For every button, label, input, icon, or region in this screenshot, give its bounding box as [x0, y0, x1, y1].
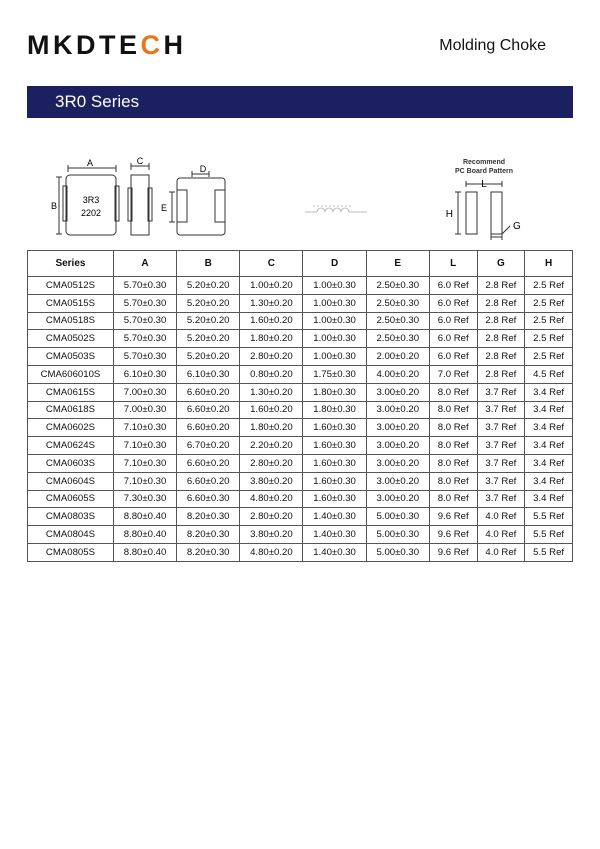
value-cell: 2.8 Ref [477, 294, 525, 312]
value-cell: 3.00±0.20 [366, 383, 429, 401]
value-cell: 4.5 Ref [525, 365, 573, 383]
table-row [28, 419, 573, 437]
table-row [28, 437, 573, 455]
value-cell: 6.60±0.20 [177, 454, 240, 472]
dim-b-label: B [50, 201, 57, 211]
dim-d-label: D [199, 164, 207, 174]
value-cell: 3.00±0.20 [366, 454, 429, 472]
value-cell: 5.20±0.20 [177, 294, 240, 312]
value-cell: 1.60±0.20 [240, 312, 303, 330]
table-row [28, 508, 573, 526]
value-cell: 6.0 Ref [429, 312, 477, 330]
table-header-row [28, 251, 573, 277]
value-cell: 2.80±0.20 [240, 348, 303, 366]
series-cell: CMA0615S [28, 383, 114, 401]
value-cell: 1.75±0.30 [303, 365, 366, 383]
value-cell: 5.5 Ref [525, 543, 573, 561]
value-cell: 2.5 Ref [525, 330, 573, 348]
series-cell: CMA0804S [28, 526, 114, 544]
table-row [28, 365, 573, 383]
value-cell: 4.0 Ref [477, 508, 525, 526]
value-cell: 3.00±0.20 [366, 419, 429, 437]
table-row [28, 312, 573, 330]
value-cell: 2.8 Ref [477, 330, 525, 348]
column-header: D [303, 251, 366, 277]
value-cell: 2.8 Ref [477, 277, 525, 295]
series-title: 3R0 Series [55, 92, 140, 111]
value-cell: 3.7 Ref [477, 401, 525, 419]
value-cell: 6.0 Ref [429, 294, 477, 312]
value-cell: 3.80±0.20 [240, 526, 303, 544]
pattern-title-line-2: PC Board Pattern [455, 168, 513, 175]
column-header: E [366, 251, 429, 277]
dim-c-label: C [136, 156, 144, 166]
value-cell: 7.10±0.30 [113, 437, 176, 455]
logo-text: MKDTECH [27, 30, 187, 60]
value-cell: 1.60±0.30 [303, 454, 366, 472]
value-cell: 6.0 Ref [429, 277, 477, 295]
dimension-drawing [27, 150, 573, 245]
value-cell: 8.20±0.30 [177, 543, 240, 561]
value-cell: 3.7 Ref [477, 419, 525, 437]
table-row [28, 543, 573, 561]
series-cell: CMA0805S [28, 543, 114, 561]
table-row [28, 401, 573, 419]
value-cell: 6.70±0.20 [177, 437, 240, 455]
document-title: Molding Choke [439, 37, 546, 54]
series-cell: CMA0624S [28, 437, 114, 455]
company-logo [27, 30, 187, 60]
value-cell: 3.4 Ref [525, 383, 573, 401]
dim-e-label: E [160, 203, 167, 213]
value-cell: 7.10±0.30 [113, 419, 176, 437]
value-cell: 2.50±0.30 [366, 294, 429, 312]
value-cell: 2.20±0.20 [240, 437, 303, 455]
value-cell: 1.40±0.30 [303, 526, 366, 544]
value-cell: 3.00±0.20 [366, 490, 429, 508]
value-cell: 2.50±0.30 [366, 277, 429, 295]
table-row [28, 277, 573, 295]
value-cell: 8.0 Ref [429, 437, 477, 455]
value-cell: 3.00±0.20 [366, 472, 429, 490]
value-cell: 7.0 Ref [429, 365, 477, 383]
inductor-symbol-icon [305, 206, 367, 212]
value-cell: 1.60±0.20 [240, 401, 303, 419]
value-cell: 8.80±0.40 [113, 526, 176, 544]
value-cell: 8.0 Ref [429, 472, 477, 490]
table-row [28, 490, 573, 508]
part-marking-line-2: 2202 [80, 208, 102, 218]
series-cell: CMA0803S [28, 508, 114, 526]
value-cell: 2.5 Ref [525, 277, 573, 295]
value-cell: 2.5 Ref [525, 348, 573, 366]
value-cell: 8.0 Ref [429, 419, 477, 437]
value-cell: 4.0 Ref [477, 526, 525, 544]
value-cell: 5.5 Ref [525, 526, 573, 544]
bottom-view [169, 171, 225, 235]
table-row [28, 454, 573, 472]
series-cell: CMA0605S [28, 490, 114, 508]
value-cell: 0.80±0.20 [240, 365, 303, 383]
value-cell: 8.0 Ref [429, 383, 477, 401]
value-cell: 6.60±0.30 [177, 490, 240, 508]
value-cell: 6.10±0.30 [113, 365, 176, 383]
value-cell: 2.8 Ref [477, 365, 525, 383]
series-cell: CMA0602S [28, 419, 114, 437]
column-header: L [429, 251, 477, 277]
value-cell: 1.00±0.30 [303, 348, 366, 366]
value-cell: 8.0 Ref [429, 490, 477, 508]
value-cell: 6.0 Ref [429, 348, 477, 366]
part-marking-line-1: 3R3 [82, 195, 100, 205]
value-cell: 3.7 Ref [477, 472, 525, 490]
value-cell: 5.5 Ref [525, 508, 573, 526]
logo-accent-letter: C [140, 30, 164, 60]
value-cell: 3.80±0.20 [240, 472, 303, 490]
value-cell: 7.00±0.30 [113, 383, 176, 401]
column-header: B [177, 251, 240, 277]
value-cell: 3.7 Ref [477, 437, 525, 455]
value-cell: 5.70±0.30 [113, 330, 176, 348]
pattern-title-line-1: Recommend [462, 159, 506, 166]
value-cell: 1.60±0.30 [303, 437, 366, 455]
value-cell: 6.10±0.30 [177, 365, 240, 383]
value-cell: 6.60±0.20 [177, 419, 240, 437]
value-cell: 3.4 Ref [525, 419, 573, 437]
value-cell: 5.70±0.30 [113, 312, 176, 330]
column-header: Series [28, 251, 114, 277]
value-cell: 2.80±0.20 [240, 454, 303, 472]
value-cell: 2.00±0.20 [366, 348, 429, 366]
value-cell: 3.4 Ref [525, 490, 573, 508]
value-cell: 8.0 Ref [429, 401, 477, 419]
series-cell: CMA0618S [28, 401, 114, 419]
value-cell: 1.00±0.20 [240, 277, 303, 295]
table-row [28, 383, 573, 401]
side-view [128, 163, 152, 235]
dim-l-label: L [481, 179, 487, 190]
specification-table [27, 250, 573, 562]
value-cell: 1.40±0.30 [303, 543, 366, 561]
value-cell: 3.7 Ref [477, 383, 525, 401]
value-cell: 2.8 Ref [477, 312, 525, 330]
value-cell: 5.20±0.20 [177, 348, 240, 366]
value-cell: 5.20±0.20 [177, 330, 240, 348]
table-row [28, 348, 573, 366]
value-cell: 2.80±0.20 [240, 508, 303, 526]
table-row [28, 526, 573, 544]
value-cell: 2.50±0.30 [366, 330, 429, 348]
value-cell: 4.0 Ref [477, 543, 525, 561]
value-cell: 6.60±0.20 [177, 401, 240, 419]
value-cell: 2.8 Ref [477, 348, 525, 366]
dimension-diagram [27, 150, 573, 245]
series-cell: CMA0603S [28, 454, 114, 472]
value-cell: 5.70±0.30 [113, 277, 176, 295]
value-cell: 9.6 Ref [429, 543, 477, 561]
series-cell: CMA0604S [28, 472, 114, 490]
value-cell: 8.0 Ref [429, 454, 477, 472]
value-cell: 1.80±0.20 [240, 419, 303, 437]
table-row [28, 294, 573, 312]
value-cell: 5.00±0.30 [366, 543, 429, 561]
value-cell: 3.4 Ref [525, 472, 573, 490]
series-cell: CMA0512S [28, 277, 114, 295]
table-row [28, 472, 573, 490]
table-body [28, 277, 573, 562]
value-cell: 9.6 Ref [429, 526, 477, 544]
value-cell: 6.0 Ref [429, 330, 477, 348]
value-cell: 1.30±0.20 [240, 383, 303, 401]
value-cell: 1.80±0.30 [303, 383, 366, 401]
value-cell: 5.00±0.30 [366, 508, 429, 526]
value-cell: 1.60±0.30 [303, 490, 366, 508]
value-cell: 5.20±0.20 [177, 312, 240, 330]
value-cell: 1.30±0.20 [240, 294, 303, 312]
series-cell: CMA606010S [28, 365, 114, 383]
value-cell: 4.80±0.20 [240, 543, 303, 561]
series-banner [27, 86, 573, 118]
value-cell: 3.00±0.20 [366, 437, 429, 455]
value-cell: 1.00±0.30 [303, 277, 366, 295]
value-cell: 4.80±0.20 [240, 490, 303, 508]
value-cell: 1.80±0.20 [240, 330, 303, 348]
series-cell: CMA0515S [28, 294, 114, 312]
value-cell: 7.30±0.30 [113, 490, 176, 508]
value-cell: 2.5 Ref [525, 294, 573, 312]
value-cell: 8.20±0.30 [177, 526, 240, 544]
dim-g-label: G [513, 221, 521, 232]
value-cell: 3.4 Ref [525, 401, 573, 419]
value-cell: 8.20±0.30 [177, 508, 240, 526]
table-row [28, 330, 573, 348]
column-header: H [525, 251, 573, 277]
dim-h-label: H [445, 209, 453, 220]
value-cell: 3.7 Ref [477, 454, 525, 472]
value-cell: 1.40±0.30 [303, 508, 366, 526]
value-cell: 3.4 Ref [525, 437, 573, 455]
value-cell: 1.60±0.30 [303, 472, 366, 490]
value-cell: 6.60±0.20 [177, 472, 240, 490]
value-cell: 5.70±0.30 [113, 294, 176, 312]
value-cell: 7.00±0.30 [113, 401, 176, 419]
value-cell: 5.20±0.20 [177, 277, 240, 295]
value-cell: 1.00±0.30 [303, 330, 366, 348]
column-header: G [477, 251, 525, 277]
value-cell: 3.4 Ref [525, 454, 573, 472]
series-cell: CMA0503S [28, 348, 114, 366]
column-header: A [113, 251, 176, 277]
value-cell: 3.7 Ref [477, 490, 525, 508]
column-header: C [240, 251, 303, 277]
value-cell: 6.60±0.20 [177, 383, 240, 401]
series-cell: CMA0518S [28, 312, 114, 330]
value-cell: 1.00±0.30 [303, 312, 366, 330]
value-cell: 5.70±0.30 [113, 348, 176, 366]
series-cell: CMA0502S [28, 330, 114, 348]
value-cell: 2.5 Ref [525, 312, 573, 330]
dim-a-label: A [86, 158, 94, 168]
value-cell: 7.10±0.30 [113, 472, 176, 490]
value-cell: 2.50±0.30 [366, 312, 429, 330]
value-cell: 7.10±0.30 [113, 454, 176, 472]
value-cell: 1.00±0.30 [303, 294, 366, 312]
value-cell: 8.80±0.40 [113, 543, 176, 561]
value-cell: 4.00±0.20 [366, 365, 429, 383]
value-cell: 3.00±0.20 [366, 401, 429, 419]
value-cell: 9.6 Ref [429, 508, 477, 526]
value-cell: 5.00±0.30 [366, 526, 429, 544]
value-cell: 8.80±0.40 [113, 508, 176, 526]
value-cell: 1.60±0.30 [303, 419, 366, 437]
value-cell: 1.80±0.30 [303, 401, 366, 419]
